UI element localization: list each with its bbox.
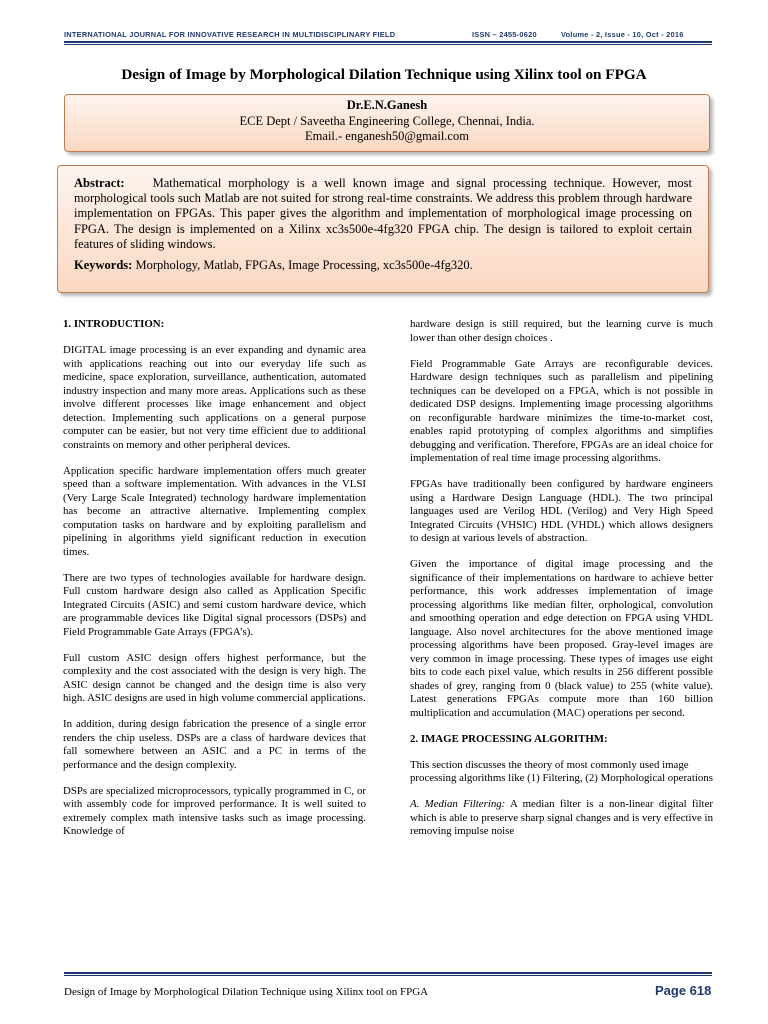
abstract-paragraph [74, 176, 692, 252]
header-rule-thin [64, 44, 712, 45]
keywords-paragraph [74, 258, 692, 273]
paragraph: Field Programmable Gate Arrays are reconfigurable devices. Hardware design techniques such as parallelism and pipelining techniques can be developed on a FPGA, which is not possible in dedicated DSP designs. Implementing image processing algorithms on reconfigurable hardware minimizes the time-to-market cost, enables rapid prototyping of complex algorithms and simplifies debugging and verification. Therefore, FPGAs are an ideal choice for implementation of real time image processing algorithms. [410, 357, 713, 464]
paper-title: Design of Image by Morphological Dilation Technique using Xilinx tool on FPGA [121, 66, 647, 83]
paragraph: Full custom ASIC design offers highest performance, but the complexity and the cost associated with the design is very high. The ASIC design cannot be changed and the design time is also very high. ASIC designs are used in high volume commercial applications. [63, 651, 366, 704]
section-intro: This section discusses the theory of most commonly used image processing algorithms like (1) Filtering, (2) Morphological operations [410, 758, 713, 784]
keywords-label: Keywords: [74, 258, 133, 273]
abstract-text: Mathematical morphology is a well known image and signal processing technique. However, most morphological tools such Matlab are not suited for strong real-time constraints. We address this problem through hardware implementation on FPGAs. This paper gives the algorithm and implementation of morphological image processing on FPGA. The design is implemented on a Xilinx xc3s500e-4fg320 FPGA chip. The design is tailored to exploit certain features of sliding windows. [74, 176, 692, 251]
paragraph: In addition, during design fabrication the presence of a single error renders the chip useless. DSPs are a class of hardware devices that fall somewhere between an ASIC and a PC in terms of the performance and the design complexity. [63, 718, 366, 771]
abstract-box [57, 165, 709, 293]
page-number: Page 618 [655, 983, 712, 998]
footer-rule-thin [64, 975, 712, 976]
footer-rule [64, 972, 712, 974]
volume-issue: Volume - 2, Issue - 10, Oct - 2016 [561, 30, 684, 39]
paragraph: DIGITAL image processing is an ever expanding and dynamic area with applications reaching out into our everyday life such as medicine, space exploration, surveillance, authentication, automated industry inspection and many more areas. Applications such as these involve different processes like image enhancement and object detection. Implementing such applications on a general purpose computer can be easier, but not very time efficient due to additional constraints on memory and other peripheral devices. [63, 344, 366, 451]
left-column [63, 318, 366, 851]
author-box [64, 94, 710, 152]
median-filter-label: A. Median Filtering: [410, 798, 506, 810]
paragraph: FPGAs have traditionally been configured by hardware engineers using a Hardware Design Language (HDL). The two principal languages used are Verilog HDL (Verilog) and Very High Speed Integrated Circuits (VHSIC) HDL (VHDL) which allows designers to design at various levels of abstraction. [410, 478, 713, 544]
paragraph: There are two types of technologies available for hardware design. Full custom hardware design also called as Application Specific Integrated Circuits (ASIC) and semi custom hardware device, which are programmable devices like Digital signal processors (DSPs) and Field Programmable Gate Arrays (FPGA’s). [63, 571, 366, 638]
author-affiliation: ECE Dept / Saveetha Engineering College, Chennai, India. [239, 113, 535, 128]
paragraph: Application specific hardware implementation offers much greater speed than a software implementation. With advances in the VLSI (Very Large Scale Integrated) technology hardware implementation has become an attractive alternative. Implementing complex computation tasks on hardware and by exploiting parallelism and pipelining in algorithms yield significant reduction in execution times. [63, 464, 366, 558]
author-email: Email.- enganesh50@gmail.com [305, 129, 469, 143]
section-heading-introduction: 1. INTRODUCTION: [63, 318, 165, 330]
right-column [410, 318, 713, 851]
abstract-label: Abstract: [74, 176, 125, 190]
section-heading-algorithm: 2. IMAGE PROCESSING ALGORITHM: [410, 732, 608, 745]
paragraph: Given the importance of digital image processing and the significance of their implementations on hardware to achieve better performance, this work addresses implementation of image processing algorithms like median filter, orphological, convolution and smoothing operation and edge detection on FPGA using VHDL language. Also novel architectures for the above mentioned image processing algorithms have been proposed. Gray-level images are very common in image processing. These types of images use eight bits to code each pixel value, which results in 256 different possible shades of grey, ranging from 0 (black value) to 255 (white value). Latest generations FPGAs compute more than 160 billion multiplication and accumulation (MAC) operations per second. [410, 558, 713, 719]
paragraph: DSPs are specialized microprocessors, typically programmed in C, or with assembly code for improved performance. It is well suited to extremely complex math intensive tasks such as image processing. Knowledge of [63, 784, 366, 837]
author-name: Dr.E.N.Ganesh [346, 98, 428, 112]
keywords-text: Morphology, Matlab, FPGAs, Image Processing, xc3s500e-4fg320. [135, 258, 473, 273]
issn: ISSN – 2455-0620 [472, 30, 537, 39]
paragraph: hardware design is still required, but the learning curve is much lower than other design choices . [410, 318, 713, 344]
median-filter-text: A median filter is a non-linear digital filter which is able to preserve sharp signal changes and is very effective in removing impulse noise [410, 798, 713, 837]
footer-title: Design of Image by Morphological Dilation Technique using Xilinx tool on FPGA [64, 986, 429, 998]
header-rule [64, 41, 712, 43]
journal-name: INTERNATIONAL JOURNAL FOR INNOVATIVE RESEARCH IN MULTIDISCIPLINARY FIELD [64, 30, 396, 39]
median-filter-paragraph [410, 798, 713, 839]
